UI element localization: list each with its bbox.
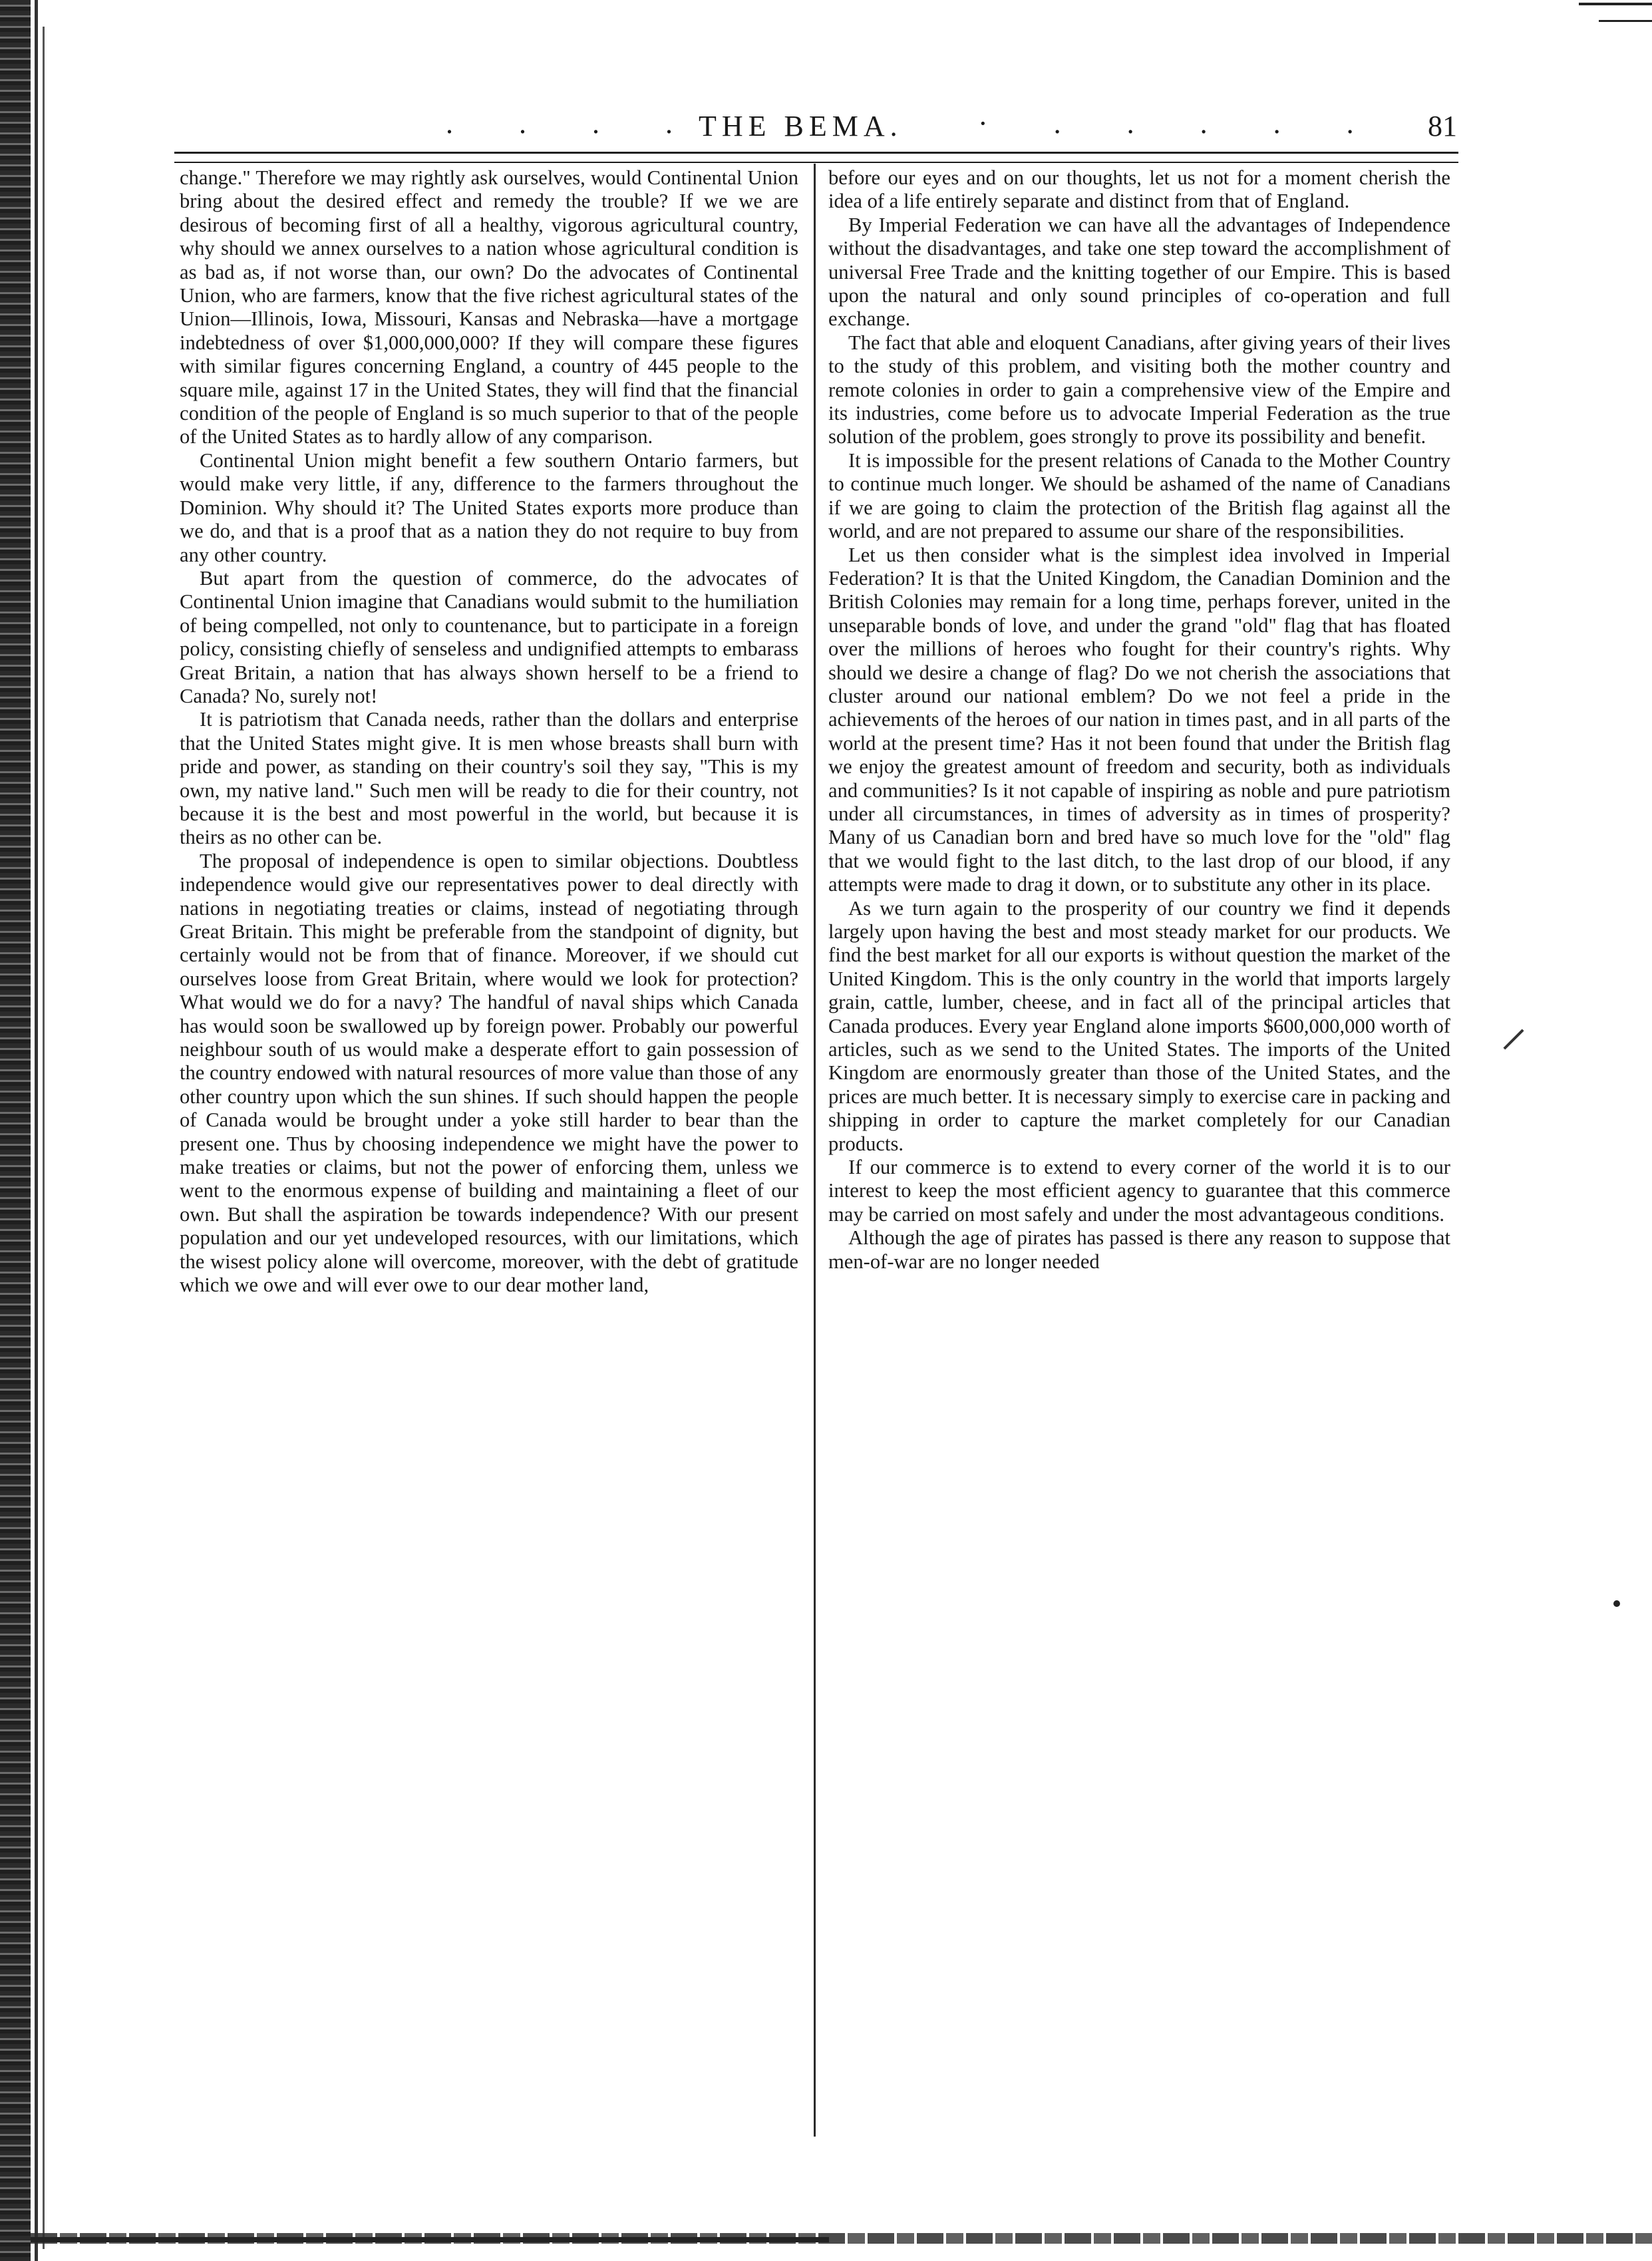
- paragraph: If our commerce is to extend to every corner of the world it is to our interest to keep the most efficient agency to guarantee that this commerce may be carried on most safely and under the most advantageous conditions.: [828, 1156, 1450, 1226]
- page-title: THE BEMA.: [699, 110, 903, 142]
- paragraph: Let us then consider what is the simplest idea involved in Imperial Federation? It is that the United Kingdom, the Canadian Dominion and the British Colonies may remain for a long time, perhaps forever, united in the unseparable bonds of love, and under the grand "old" flag that has floated over the millions of heroes who fought for their country's rights. Why should we desire a change of flag? Do we not cherish the associations that cluster around our national emblem? Do we not feel a pride in the achievements of the heroes of our nation in times past, and in all parts of the world at the present time? Has it not been found that under the British flag we enjoy the greatest amount of freedom and security, both as individuals and communities? Is it not capable of inspiring as noble and pure patriotism under all circumstances, in times of adversity as in times of prosperity? Many of us Canadian born and bred have so much love for the "old" flag that we would fight to the last ditch, to the last drop of our blood, if any attempts were made to drag it down, or to substitute any other in its place.: [828, 543, 1450, 896]
- margin-dot: [1613, 1600, 1620, 1607]
- right-column: [828, 166, 1450, 1274]
- left-column: [180, 166, 798, 1298]
- binding-rule-inner: [43, 27, 45, 2249]
- paragraph: Continental Union might benefit a few southern Ontario farmers, but would make very little, if any, difference to the farmers throughout the Dominion. Why should it? The United States exports more produce than we do, and that is a proof that as a nation they do not require to buy from any other country.: [180, 448, 798, 566]
- corner-rule-secondary: [1599, 20, 1652, 22]
- corner-rule: [1579, 3, 1652, 5]
- header-rule: [174, 152, 1458, 163]
- bottom-edge-rule-solid: [31, 2237, 829, 2242]
- paragraph: It is impossible for the present relations of Canada to the Mother Country to continue much longer. We should be ashamed of the name of Canadians if we are going to claim the protection of the British flag against all the world, and are not prepared to assume our share of the responsibilities.: [828, 448, 1450, 543]
- binding-rule: [35, 0, 38, 2261]
- header-trailing-dots: · . . . . .: [978, 107, 1383, 140]
- paragraph: It is patriotism that Canada needs, rather than the dollars and enterprise that the United States might give. It is men whose breasts shall burn with pride and power, as standing on their country's soil they say, "This is my own, my native land." Such men will be ready to die for their country, not because it is the best and most powerful in the world, but because it is theirs as no other can be.: [180, 708, 798, 849]
- running-header: [180, 100, 1457, 146]
- paragraph: But apart from the question of commerce, do the advocates of Continental Union imagine that Canadians would submit to the humiliation of being compelled, not only to countenance, but to participate in a foreign policy, consisting chiefly of senseless and undignified attempts to embarass Great Britain, a nation that has always shown herself to be a friend to Canada? No, surely not!: [180, 566, 798, 707]
- paragraph: Although the age of pirates has passed is there any reason to suppose that men-of-war are no longer needed: [828, 1226, 1450, 1273]
- paragraph: The proposal of independence is open to similar objections. Doubtless independence would give our representatives power to deal directly with nations in negotiating treaties or claims, instead of negotiating through Great Britain. This might be preferable from the standpoint of dignity, but certainly would not be from that of finance. Moreover, if we should cut ourselves loose from Great Britain, where would we look for protection? What would we do for a navy? The handful of naval ships which Canada has would soon be swallowed up by foreign power. Probably our powerful neighbour south of us would make a desperate effort to gain possession of the country endowed with natural resources of more value than those of any other country upon which the sun shines. If such should happen the people of Canada would be brought under a yoke still harder to bear than the present one. Thus by choosing independence we might have the power to make treaties or claims, but not the power of enforcing them, unless we went to the enormous expense of building and maintaining a fleet of our own. But shall the aspiration be towards independence? With our present population and our yet undeveloped resources, with our limitations, which the wisest policy alone will overcome, moreover, with the debt of gratitude which we owe and will ever owe to our dear mother land,: [180, 849, 798, 1297]
- paragraph: By Imperial Federation we can have all the advantages of Independence without the disadvantages, and take one step toward the accomplishment of universal Free Trade and the knitting together of our Empire. This is based upon the natural and only sound principles of co-operation and full exchange.: [828, 213, 1450, 331]
- page-number: 81: [1428, 110, 1457, 142]
- paragraph: The fact that able and eloquent Canadians, after giving years of their lives to the study of this problem, and visiting both the mother country and remote colonies in order to gain a comprehensive view of the Empire and its industries, come before us to advocate Imperial Federation as the true solution of the problem, goes strongly to prove its possibility and benefit.: [828, 331, 1450, 448]
- paragraph: change." Therefore we may rightly ask ourselves, would Continental Union bring about the desired effect and remedy the trouble? If we we are desirous of becoming first of all a healthy, vigorous agricultural country, why should we annex ourselves to a nation whose agricultural condition is as bad as, if not worse than, our own? Do the advocates of Continental Union, who are farmers, know that the five richest agricultural states of the Union—Illinois, Iowa, Missouri, Kansas and Nebraska—have a mortgage indebtedness of over $1,000,000,000? If they will compare these figures with similar figures concerning England, a country of 445 people to the square mile, against 17 in the United States, they will find that the financial condition of the people of England is so much superior to that of the people of the United States as to hardly allow of any comparison.: [180, 166, 798, 448]
- column-divider: [814, 164, 816, 2137]
- header-leading-dots: . . . .: [446, 107, 702, 140]
- binding-edge: [0, 0, 31, 2261]
- paragraph: before our eyes and on our thoughts, let us not for a moment cherish the idea of a life entirely separate and distinct from that of England.: [828, 166, 1450, 213]
- paragraph: As we turn again to the prosperity of our country we find it depends largely upon having the best and most steady market for our products. We find the best market for all our exports is without question the market of the United Kingdom. This is the only country in the world that imports largely grain, cattle, lumber, cheese, and in fact all of the principal articles that Canada produces. Every year England alone imports $600,000,000 worth of articles, such as we send to the United States. The imports of the United Kingdom are enormously greater than those of the United States, and the prices are much better. It is necessary simply to exercise care in packing and shipping in order to capture the market completely for our Canadian products.: [828, 896, 1450, 1155]
- margin-mark: [1503, 1029, 1524, 1049]
